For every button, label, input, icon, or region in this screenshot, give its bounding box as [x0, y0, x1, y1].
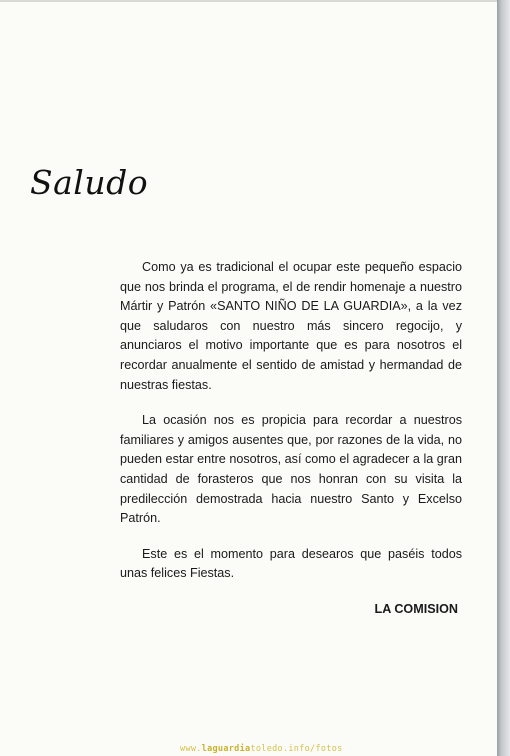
paragraph-2: La ocasión nos es propicia para recordar a nuestros familiares y amigos ausentes que, por razones de la vida, no pueden estar entre nosotros, así como el agradecer a la gran cantidad de forasteros que nos honran con su visita la predilección demostrada hacia nuestro Santo y Excelso Patrón.	[120, 413, 462, 526]
watermark-site: laguardia	[201, 744, 251, 754]
top-border	[0, 0, 500, 2]
page-edge-shadow	[497, 0, 510, 756]
paragraph-3: Este es el momento para desearos que paséis todos unas felices Fiestas.	[120, 546, 462, 581]
page-title: Saludo	[30, 163, 149, 202]
watermark-url[interactable]	[180, 744, 343, 754]
watermark-prefix: www.	[180, 744, 202, 754]
watermark-suffix: toledo.info/fotos	[250, 744, 343, 754]
signature: LA COMISION	[374, 601, 458, 616]
letter-body	[120, 258, 462, 620]
paragraph-1: Como ya es tradicional el ocupar este pequeño espacio que nos brinda el programa, el de rendir homenaje a nuestro Mártir y Patrón «SANTO NIÑO DE LA GUARDIA», a la vez que saludaros con nuestro más sincero regocijo, y anunciaros el motivo importante que es para nosotros el recordar anualmente el sentido de amistad y hermandad de nuestras fiestas.	[120, 260, 462, 392]
